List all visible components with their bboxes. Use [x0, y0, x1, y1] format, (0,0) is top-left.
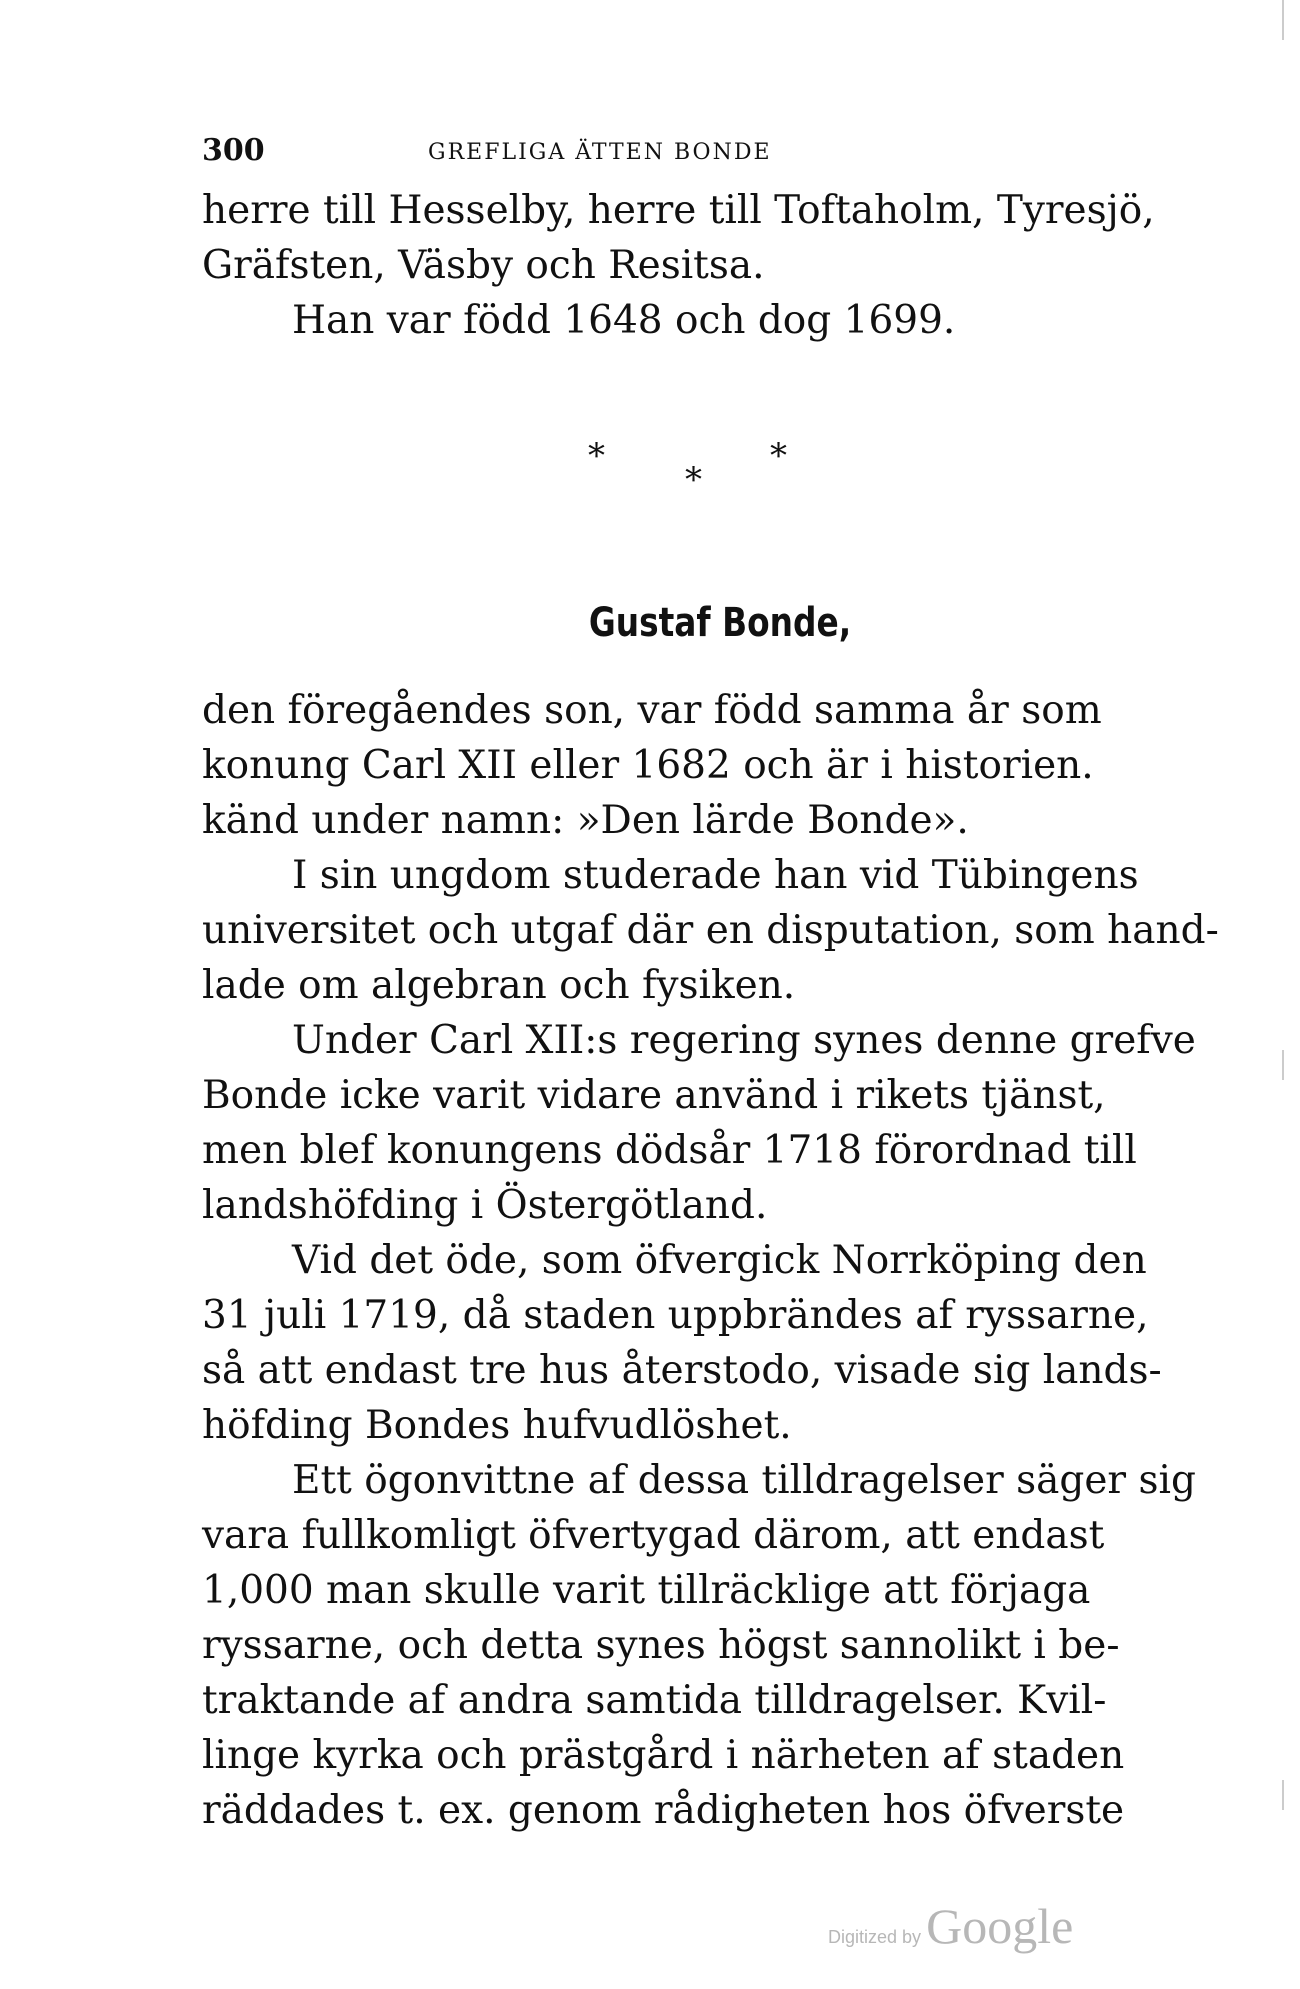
text-line: I sin ungdom studerade han vid Tübingens: [292, 853, 1139, 898]
text-line: ryssarne, och detta synes högst sannolikt i be-: [202, 1623, 1120, 1668]
text-line: traktande af andra samtida tilldragelser. Kvil-: [202, 1678, 1107, 1723]
text-line: den föregåendes son, var född samma år som: [202, 688, 1102, 733]
text-line: räddades t. ex. genom rådigheten hos öfverste: [202, 1788, 1125, 1833]
scan-edge-mark: [1282, 1780, 1284, 1810]
text-line: Ett ögonvittne af dessa tilldragelser säger sig: [292, 1458, 1196, 1503]
text-line: vara fullkomligt öfvertygad därom, att endast: [202, 1513, 1105, 1558]
text-line: känd under namn: »Den lärde Bonde».: [202, 798, 969, 843]
text-line: linge kyrka och prästgård i närheten af staden: [202, 1733, 1125, 1778]
text-line: så att endast tre hus återstodo, visade sig lands-: [202, 1348, 1162, 1393]
scan-edge-mark: [1282, 0, 1284, 40]
text-line: 1,000 man skulle varit tillräcklige att förjaga: [202, 1568, 1091, 1613]
text-line: Gräfsten, Väsby och Resitsa.: [202, 243, 765, 288]
text-line: men blef konungens dödsår 1718 förordnad till: [202, 1128, 1137, 1173]
page-number: 300: [202, 133, 265, 168]
text-line: höfding Bondes hufvudlöshet.: [202, 1403, 792, 1448]
digitized-by-google-watermark: [828, 1897, 1073, 1955]
text-line: herre till Hesselby, herre till Toftaholm, Tyresjö,: [202, 188, 1155, 233]
section-heading: [130, 600, 1196, 646]
text-line: landshöfding i Östergötland.: [202, 1183, 768, 1228]
text-line: 31 juli 1719, då staden uppbrändes af ryssarne,: [202, 1293, 1149, 1338]
page-header: [202, 133, 1102, 173]
separator-asterisk: *: [770, 436, 787, 476]
text-line: Han var född 1648 och dog 1699.: [292, 298, 956, 343]
watermark-prefix: Digitized by: [828, 1927, 922, 1947]
running-head: GREFLIGA ÄTTEN BONDE: [428, 140, 772, 165]
watermark-brand: Google: [926, 1898, 1074, 1954]
scan-edge-mark: [1282, 1050, 1284, 1080]
separator-asterisk: *: [685, 460, 702, 500]
text-line: lade om algebran och fysiken.: [202, 963, 796, 1008]
text-line: universitet och utgaf där en disputation, som hand-: [202, 908, 1219, 953]
text-line: Vid det öde, som öfvergick Norrköping den: [292, 1238, 1147, 1283]
section-heading-text: Gustaf Bonde,: [588, 600, 852, 646]
text-line: Bonde icke varit vidare använd i rikets tjänst,: [202, 1073, 1106, 1118]
separator-asterisk: *: [588, 436, 605, 476]
text-line: Under Carl XII:s regering synes denne grefve: [292, 1018, 1196, 1063]
text-line: konung Carl XII eller 1682 och är i historien.: [202, 743, 1094, 788]
